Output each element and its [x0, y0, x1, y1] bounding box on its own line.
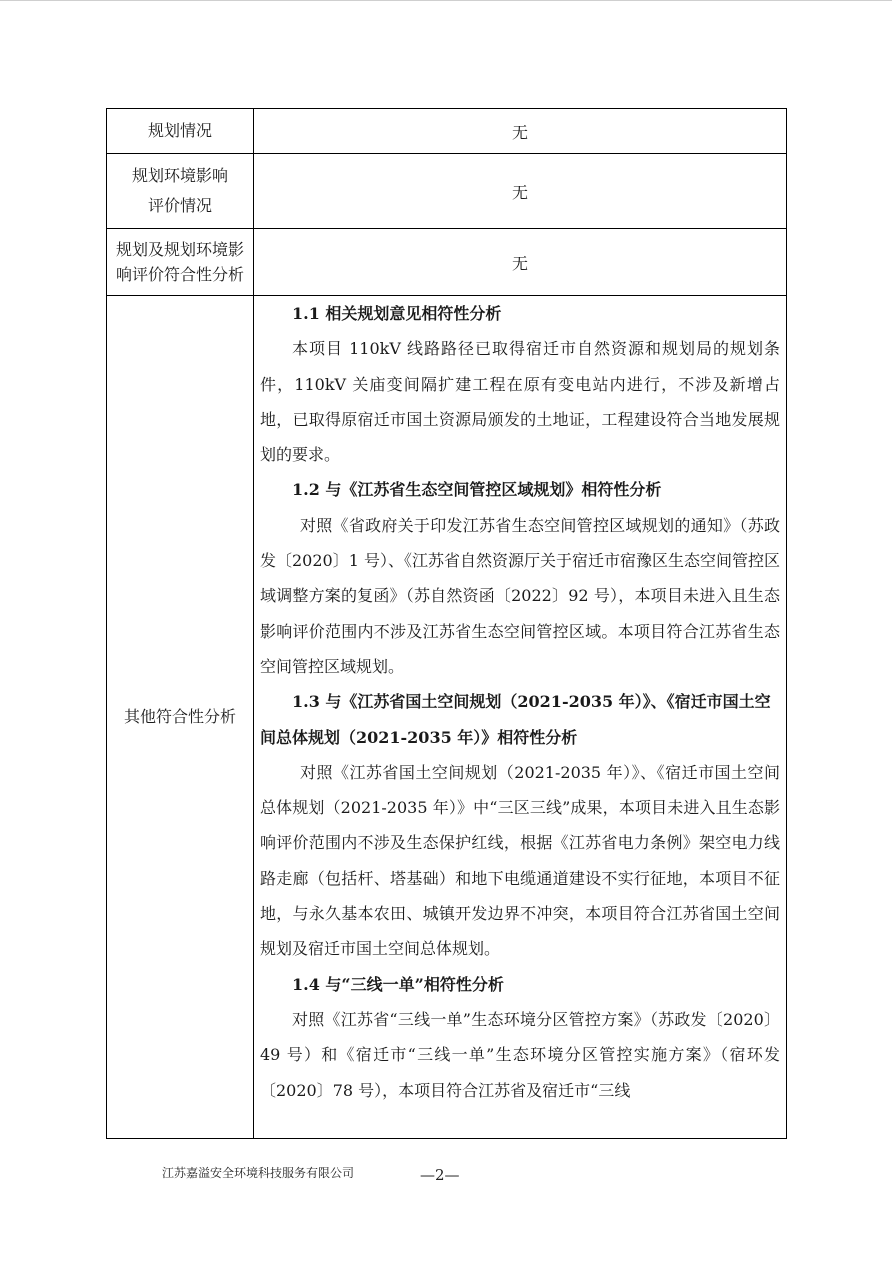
row-label-line: 规划环境影响 — [131, 166, 228, 185]
section-body: 对照《江苏省“三线一单”生态环境分区管控方案》（苏政发〔2020〕49 号）和《宿迁市“三线一单”生态环境分区管控实施方案》（宿环发〔2020〕78 号），本项目符合江苏省及宿迁市“三线 — [260, 1009, 780, 1100]
compliance-table — [106, 108, 787, 1139]
row-value: 无 — [511, 122, 528, 142]
row-label — [107, 154, 254, 228]
row-label: 规划情况 — [107, 109, 254, 153]
row-label: 其他符合性分析 — [107, 296, 254, 1138]
footer-company: 江苏嘉溢安全环境科技服务有限公司 — [162, 1166, 355, 1180]
section-body: 对照《省政府关于印发江苏省生态空间管控区域规划的通知》（苏政发〔2020〕1 号）、《江苏省自然资源厅关于宿迁市宿豫区生态空间管控区域调整方案的复函》（苏自然资函〔2022〕92 号），本项目未进入且生态影响评价范围内不涉及江苏省生态空间管控区域。本项目符合江苏省生态空间管控区域规划。 — [260, 515, 780, 676]
row-label — [107, 229, 254, 295]
section-body: 对照《江苏省国土空间规划（2021-2035 年）》、《宿迁市国土空间总体规划（2021-2035 年）》中“三区三线”成果，本项目未进入且生态影响评价范围内不涉及生态保护红线，根据《江苏省电力条例》架空电力线路走廊（包括杆、塔基础）和地下电缆通道建设不实行征地，本项目不征地，与永久基本农田、城镇开发边界不冲突，本项目符合江苏省国土空间规划及宿迁市国土空间总体规划。 — [260, 762, 780, 959]
table-row — [107, 154, 786, 229]
section-heading: 1.3 与《江苏省国土空间规划（2021-2035 年）》、《宿迁市国土空间总体规划（2021-2035 年）》相符性分析 — [260, 692, 771, 747]
section-heading: 1.2 与《江苏省生态空间管控区域规划》相符性分析 — [292, 480, 662, 500]
table-row — [107, 109, 786, 154]
analysis-content — [254, 296, 786, 1138]
row-value: 无 — [511, 253, 528, 273]
page-number: —2— — [420, 1166, 460, 1184]
row-label-line: 规划及规划环境影 — [115, 240, 244, 259]
table-row-other — [107, 296, 786, 1138]
section-body: 本项目 110kV 线路路径已取得宿迁市自然资源和规划局的规划条件，110kV 关庙变间隔扩建工程在原有变电站内进行，不涉及新增占地，已取得原宿迁市国土资源局颁发的土地证，工程建设符合当地发展规划的要求。 — [260, 339, 780, 465]
row-value: 无 — [511, 182, 528, 202]
row-label-line: 响评价符合性分析 — [115, 265, 244, 284]
top-rule — [0, 0, 892, 1]
table-row — [107, 229, 786, 296]
section-heading: 1.1 相关规划意见相符性分析 — [292, 304, 502, 323]
section-heading: 1.4 与“三线一单”相符性分析 — [292, 974, 504, 994]
row-label-line: 评价情况 — [147, 196, 212, 215]
